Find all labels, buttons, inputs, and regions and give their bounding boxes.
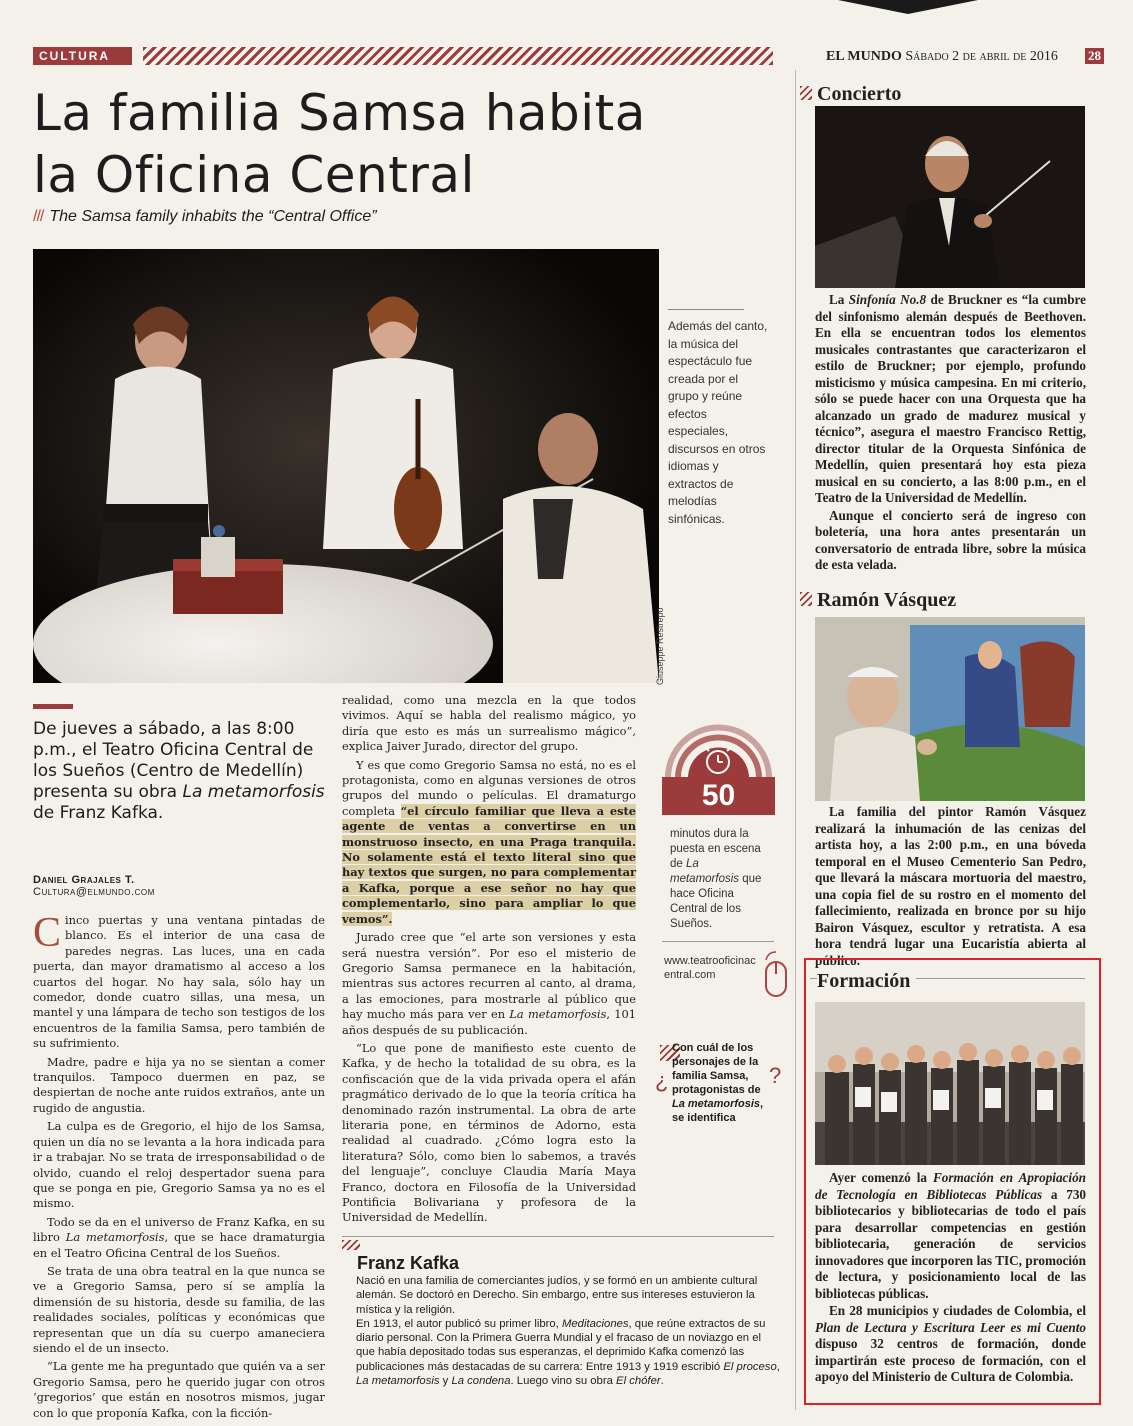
page-number: 28 bbox=[1085, 48, 1104, 64]
masthead bbox=[826, 49, 1104, 67]
col2-p3-title: La metamorfosis bbox=[509, 1007, 607, 1022]
ramon-title: Ramón Vásquez bbox=[817, 589, 957, 611]
headline-line-1: La familia Samsa habita bbox=[33, 84, 646, 142]
kafka-box-title: Franz Kafka bbox=[357, 1253, 460, 1273]
section-stripes bbox=[143, 47, 773, 65]
question-title: La metamorfosis bbox=[672, 1098, 761, 1110]
col1-paragraph-3: La culpa es de Gregorio, el hijo de los Samsa, quien un día no se levanta a la hora indicada para ir a trabajar. No se trata de irresponsabilidad o de olvido, cuando el reloj despertador suena para que se ponga en pie, Gregorio Samsa ya no es el mismo. bbox=[33, 1119, 325, 1211]
kafka-p2-a: En 1913, el autor publicó su primer libro, bbox=[356, 1317, 562, 1330]
stat-description bbox=[670, 827, 770, 932]
headline-line-2: la Oficina Central bbox=[33, 146, 475, 204]
kafka-title-metamorfosis: La metamorfosis bbox=[356, 1375, 440, 1388]
top-arrow-mark bbox=[838, 0, 978, 14]
kafka-title-proceso: El proceso bbox=[723, 1360, 777, 1373]
kafka-box-text bbox=[356, 1274, 781, 1388]
intro-text-a: De jueves a sábado, a las 8:00 p.m., el Teatro Oficina Central de los Sueños (Centro de Medellín) presenta su obra bbox=[33, 719, 314, 802]
formacion-paragraph-1 bbox=[815, 1170, 1086, 1302]
formacion-photo bbox=[815, 1002, 1085, 1165]
article-column-1 bbox=[33, 910, 325, 1424]
col2-p3-a: Jurado cree que “el arte son versiones y esta será nuestra versión”. Por eso el misterio de Gregorio Samsa permanece en la habitación, mientras sus actores recurren al canto, al drama, a las emociones, para mostrarle al público que hay mucho más para ver en bbox=[342, 930, 636, 1022]
concierto-photo bbox=[815, 106, 1085, 288]
col1-p4-b: , que se hace dramaturgia en el Teatro Oficina Central de los Sueños. bbox=[33, 1230, 325, 1260]
stat-desc-title: La metamorfosis bbox=[670, 858, 740, 885]
painter-illustration bbox=[815, 617, 1085, 801]
subhead-marks: /// bbox=[33, 208, 44, 225]
formacion-p2-a: En 28 municipios y ciudades de Colombia, el bbox=[829, 1303, 1086, 1318]
headline bbox=[33, 82, 793, 206]
col2-paragraph-4: “Lo que pone de manifiesto este cuento de Kafka, y de hecho la totalidad de su obra, es la confiscación que de la vida privada opera el afán pragmático derivado de lo que la teoría crítica ha denominado razón instrumental. La obra de arte literaria pone, en términos de Adorno, esta realidad al cuadrado. ¿Cómo logra esto la literatura? Sólo, como bien lo sabemos, a través del lenguaje”, concluye Claudia María Maya Franco, doctora en Filosofía de la Universidad Pontificia Bolivariana y profesora de la Universidad de Medellín. bbox=[342, 1040, 636, 1225]
author-email: Cultura@elmundo.com bbox=[33, 886, 155, 898]
kafka-rule bbox=[342, 1236, 774, 1237]
main-photo bbox=[33, 249, 659, 683]
mouse-icon bbox=[762, 950, 790, 998]
col1-paragraph-2: Madre, padre e hija ya no se sientan a comer tranquilos. Tampoco duermen en paz, se despiertan de noche ante ruidos extraños, ante un rugido de angustia. bbox=[33, 1054, 325, 1115]
photo-credit: Giuseppe Restrepo bbox=[655, 607, 665, 685]
website-text: www.teatrooficinacentral.com bbox=[664, 955, 756, 981]
formacion-p1-title: Formación en Apropiación de Tecnología en Bibliotecas Públicas bbox=[815, 1170, 1086, 1202]
col2-paragraph-1: realidad, como una mezcla en la que todos vivimos. Aquí se habla del realismo mágico, yo diría que esto es más un surrealismo mágico”, explica Jaiver Jurado, director del grupo. bbox=[342, 693, 636, 754]
kafka-p2-f: . bbox=[660, 1375, 664, 1388]
question-b: , se identifica bbox=[672, 1098, 764, 1124]
kafka-p2-d: y bbox=[439, 1375, 452, 1388]
reader-question bbox=[672, 1041, 772, 1125]
question-open-icon: ¿ bbox=[655, 1068, 669, 1093]
col1-p4-title: La metamorfosis bbox=[65, 1230, 165, 1245]
site-rule bbox=[662, 941, 774, 942]
ramon-stripes bbox=[800, 592, 812, 606]
kafka-p2-c: , bbox=[776, 1360, 780, 1373]
concierto-paragraph-2: Aunque el concierto será de ingreso con boletería, una hora antes presentarán un conversatorio de entrada libre, sobre la música de esta velada. bbox=[815, 507, 1086, 572]
right-column-rule bbox=[795, 70, 796, 1410]
formacion-p1-a: Ayer comenzó la bbox=[829, 1170, 934, 1185]
intro-deck bbox=[33, 719, 333, 824]
ramon-text bbox=[815, 804, 1086, 970]
stat-number: 50 bbox=[662, 777, 775, 815]
concierto-paragraph-1 bbox=[815, 292, 1086, 507]
issue-date: Sábado 2 de abril de 2016 bbox=[905, 49, 1058, 64]
drop-cap: C bbox=[33, 910, 62, 956]
col2-p3-b: , 101 años después de su publicación. bbox=[342, 1007, 637, 1037]
formacion-title: Formación bbox=[817, 970, 916, 993]
paper-name: EL MUNDO bbox=[826, 49, 902, 64]
kafka-p2-b: , que reúne extractos de su diario personal. Con la Primera Guerra Mundial y el fracaso de un noviazgo en el que había depositado todas sus esperanzas, el deprimido Kafka comenzó las publicaciones más destacadas de su carrera: Entre 1913 y 1919 escribió bbox=[356, 1317, 766, 1373]
kafka-paragraph-2 bbox=[356, 1317, 781, 1388]
col2-paragraph-3 bbox=[342, 930, 636, 1038]
conductor-illustration bbox=[815, 106, 1085, 288]
group-illustration bbox=[815, 1002, 1085, 1165]
section-tag bbox=[33, 47, 773, 65]
website-link[interactable] bbox=[664, 954, 764, 982]
kafka-p2-e: . Luego vino su obra bbox=[510, 1375, 617, 1388]
photo-caption: Además del canto, la música del espectáculo fue creada por el grupo y reúne efectos especiales, discursos en otros idiomas y extractos de melodías sinfónicas. bbox=[668, 319, 768, 526]
author-name: Daniel Grajales T. bbox=[33, 874, 135, 886]
concierto-p1-a: La bbox=[829, 292, 849, 307]
col1-paragraph-1: inco puertas y una ventana pintadas de blanco. Es el interior de una casa de paredes negras. Las luces, una en cada puerta, dan mayor dramatismo al acceso a los cuartos del hogar. No hay sala, sólo hay un comedor, donde cuatro sillas, una mesa, un mantel y una lámpara de techo son testigos de los encuentros de la familia Samsa, pero también de su sufrimiento. bbox=[33, 913, 325, 1051]
concierto-stripes bbox=[800, 86, 812, 100]
ramon-vasquez-photo bbox=[815, 617, 1085, 801]
col2-p2-a: Y es que como Gregorio Samsa no está, no es el protagonista, como en algunas versiones de otros grupos del mundo o películas. El dramaturgo completa bbox=[342, 757, 636, 818]
formacion-p2-title: Plan de Lectura y Escritura Leer es mi Cuento bbox=[815, 1319, 1086, 1335]
kafka-paragraph-1: Nació en una familia de comerciantes judíos, y se formó en un ambiente cultural alemán. Se doctoró en Derecho. Sin embargo, entre sus intereses estuvieron la mística y la religión. bbox=[356, 1275, 758, 1316]
concierto-p1-b: de Bruckner es “la cumbre del sinfonismo alemán después de Beethoven. En ella se encuentran todos los elementos musicales contrastantes que caracterizaron el estilo de Bruckner; por ejemplo, profundo misticismo y música campesina. En mi criterio, sólo se puede hacer con una Orquesta que ha alcanzado un grado de madurez musical y técnico”, asegura el maestro Francisco Rettig, director titular de la Orquesta Sinfónica de Medellín, quien presentará hoy esta pieza musical en su concierto, a las 8:00 p.m., en el Teatro de la Universidad de Medellín. bbox=[815, 292, 1086, 505]
concierto-p1-title: Sinfonía No.8 bbox=[848, 292, 927, 307]
col2-highlight-quote: “el círculo familiar que lleva a este agente de ventas a convertirse en un monstruoso insecto, en una Praga tranquila. No solamente está el texto literal sino que hay textos que surgen, no para complementar a Kafka, porque a ese señor no hay que complementarlo, sino para ampliar lo que vemos”. bbox=[342, 803, 636, 926]
kafka-title-meditaciones: Meditaciones bbox=[561, 1317, 629, 1330]
formacion-text bbox=[815, 1170, 1086, 1387]
theatre-scene-illustration bbox=[33, 249, 659, 683]
formacion-paragraph-2 bbox=[815, 1303, 1086, 1386]
col1-paragraph-6: “La gente me ha preguntado que quién va a ser Gregorio Samsa, pero he querido jugar con otros ‘gregorios’ que están en nosotros mismos, jugar con lo que proponía Kafka, con la ficción- bbox=[33, 1359, 325, 1420]
clock-arc-icon bbox=[662, 700, 775, 780]
intro-accent-bar bbox=[33, 704, 73, 709]
article-column-2 bbox=[342, 693, 636, 1229]
stat-desc-a: minutos dura la puesta en escena de bbox=[670, 828, 761, 870]
caption-rule bbox=[668, 309, 744, 310]
byline bbox=[33, 874, 333, 898]
kafka-title-chofer: El chófer bbox=[616, 1375, 661, 1388]
formacion-p1-b: a 730 bibliotecarios y bibliotecarias de todo el país para desarrollar competencias en gestión bibliotecaria, generación de servicios innovadores que incorporen las TIC, promoción de lectura, y posicionamiento local de las bibliotecas públicas. bbox=[815, 1186, 1087, 1301]
ramon-paragraph-1: La familia del pintor Ramón Vásquez realizará la inhumación de las cenizas del artista hoy, a las 2:00 p.m., en una bóveda temporal en el Museo Cementerio San Pedro, que llevará la máscara mortuoria del maestro, una copia fiel de su rostro en el momento del fallecimiento, realizada en bronce por su hijo Bairon Vásquez, escultor y retratista. A esa hora tendrá lugar una Eucaristía abierta al público. bbox=[815, 804, 1086, 968]
concierto-title: Concierto bbox=[817, 83, 902, 105]
question-close-icon: ? bbox=[769, 1063, 782, 1088]
intro-text-b: de Franz Kafka. bbox=[33, 803, 164, 823]
stat-desc-b: que hace Oficina Central de los Sueños. bbox=[670, 873, 762, 930]
formacion-p2-b: dispuso 32 centros de formación, donde impartirán este proceso de formación, con el apoyo del Ministerio de Cultura de Colombia. bbox=[815, 1336, 1086, 1384]
concierto-text bbox=[815, 292, 1086, 575]
subhead-text: The Samsa family inhabits the “Central Office” bbox=[49, 208, 377, 225]
intro-title: La metamorfosis bbox=[182, 782, 325, 802]
kafka-stripes bbox=[342, 1240, 360, 1250]
section-label: CULTURA bbox=[33, 47, 132, 65]
col1-paragraph-5: Se trata de una obra teatral en la que nunca se ve a Gregorio Samsa, pero sí se amplía la dimensión de su historia, desde su familia, de las realidades sociales, políticas y económicas que representan que un día su cuerpo amaneciera siendo el de un insecto. bbox=[33, 1263, 325, 1355]
col2-paragraph-2 bbox=[342, 758, 636, 927]
subhead bbox=[33, 208, 733, 226]
col1-p4-a: Todo se da en el universo de Franz Kafka, en su libro bbox=[33, 1214, 325, 1245]
kafka-title-condena: La condena bbox=[451, 1375, 511, 1388]
col1-paragraph-4 bbox=[33, 1215, 325, 1261]
question-a: Con cuál de los personajes de la familia Samsa, protagonistas de bbox=[672, 1042, 761, 1096]
